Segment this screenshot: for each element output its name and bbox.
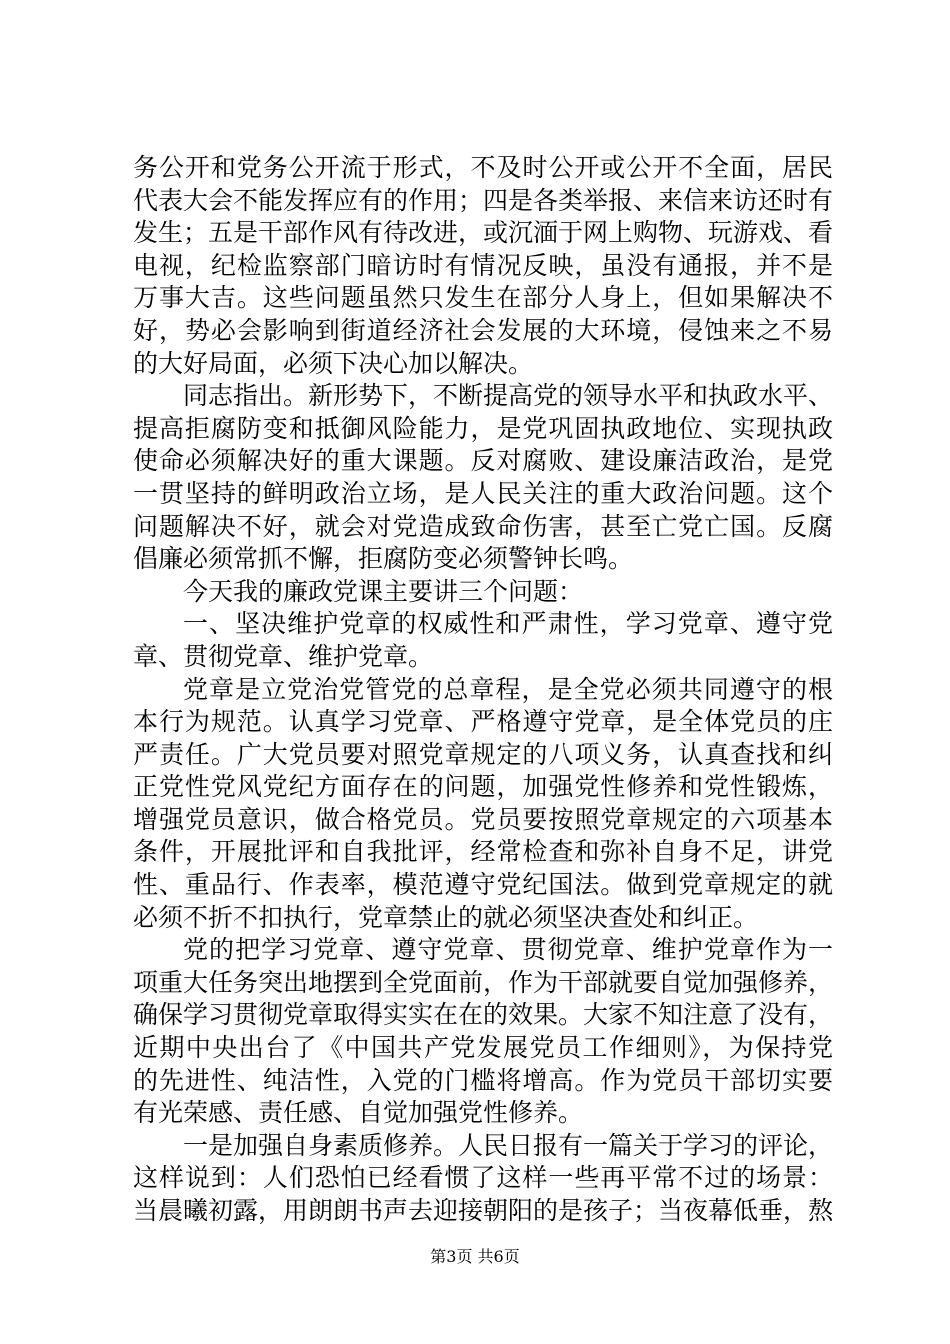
text-line: 提高拒腐防变和抵御风险能力，是党巩固执政地位、实现执政 [133,413,833,443]
text-line: 确保学习贯彻党章取得实实在在的效果。大家不知注意了没有， [133,1000,834,1030]
text-line: 万事大吉。这些问题虽然只发生在部分人身上，但如果解决不 [133,283,833,313]
text-line: 条件，开展批评和自我批评，经常检查和弥补自身不足，讲党 [133,837,833,867]
text-line: 近期中央出台了《中国共产党发展党员工作细则》，为保持党 [133,1033,833,1063]
text-line: 今天我的廉政党课主要讲三个问题： [183,576,584,606]
text-line: 章、贯彻党章、维护党章。 [133,641,434,671]
text-line: 代表大会不能发挥应有的作用；四是各类举报、来信来访还时有 [133,185,834,215]
text-line: 的大好局面，必须下决心加以解决。 [133,348,534,378]
text-line: 使命必须解决好的重大课题。反对腐败、建设廉洁政治，是党 [133,446,833,476]
text-line: 有光荣感、责任感、自觉加强党性修养。 [133,1098,584,1128]
text-line: 一贯坚持的鲜明政治立场，是人民关注的重大政治问题。这个 [133,478,833,508]
text-line: 当晨曦初露，用朗朗书声去迎接朝阳的是孩子；当夜幕低垂，熬 [133,1196,834,1225]
text-line: 项重大任务突出地摆到全党面前，作为干部就要自觉加强修养， [133,967,834,997]
text-line: 同志指出。新形势下，不断提高党的领导水平和执政水平、 [183,381,834,411]
text-line: 发生；五是干部作风有待改进，或沉湎于网上购物、玩游戏、看 [133,218,834,248]
text-line: 这样说到：人们恐怕已经看惯了这样一些再平常不过的场景： [133,1163,833,1193]
text-line: 问题解决不好，就会对党造成致命伤害，甚至亡党亡国。反腐 [133,511,833,541]
text-line: 倡廉必须常抓不懈，拒腐防变必须警钟长鸣。 [133,544,634,574]
text-line: 一、坚决维护党章的权威性和严肃性，学习党章、遵守党 [183,609,833,639]
text-line: 电视，纪检监察部门暗访时有情况反映，虽没有通报，并不是 [133,250,833,280]
text-line: 党的把学习党章、遵守党章、贯彻党章、维护党章作为一 [183,935,833,965]
text-line: 正党性党风党纪方面存在的问题，加强党性修养和党性锻炼， [133,772,833,802]
text-line: 的先进性、纯洁性，入党的门槛将增高。作为党员干部切实要 [133,1065,833,1095]
text-line: 必须不折不扣执行，党章禁止的就必须坚决查处和纠正。 [133,902,759,932]
text-line: 一是加强自身素质修养。人民日报有一篇关于学习的评论， [183,1130,834,1160]
text-line: 好，势必会影响到街道经济社会发展的大环境，侵蚀来之不易 [133,315,833,345]
text-line: 增强党员意识，做合格党员。党员要按照党章规定的六项基本 [133,804,833,834]
text-line: 严责任。广大党员要对照党章规定的八项义务，认真查找和纠 [133,739,833,769]
text-line: 党章是立党治党管党的总章程，是全党必须共同遵守的根 [183,674,833,704]
text-line: 务公开和党务公开流于形式，不及时公开或公开不全面，居民 [133,153,833,182]
page-footer: 第3页 共6页 [430,1247,520,1266]
body-text [133,152,833,1228]
text-line: 性、重品行、作表率，模范遵守党纪国法。做到党章规定的就 [133,870,833,900]
text-line: 本行为规范。认真学习党章、严格遵守党章，是全体党员的庄 [133,707,833,737]
